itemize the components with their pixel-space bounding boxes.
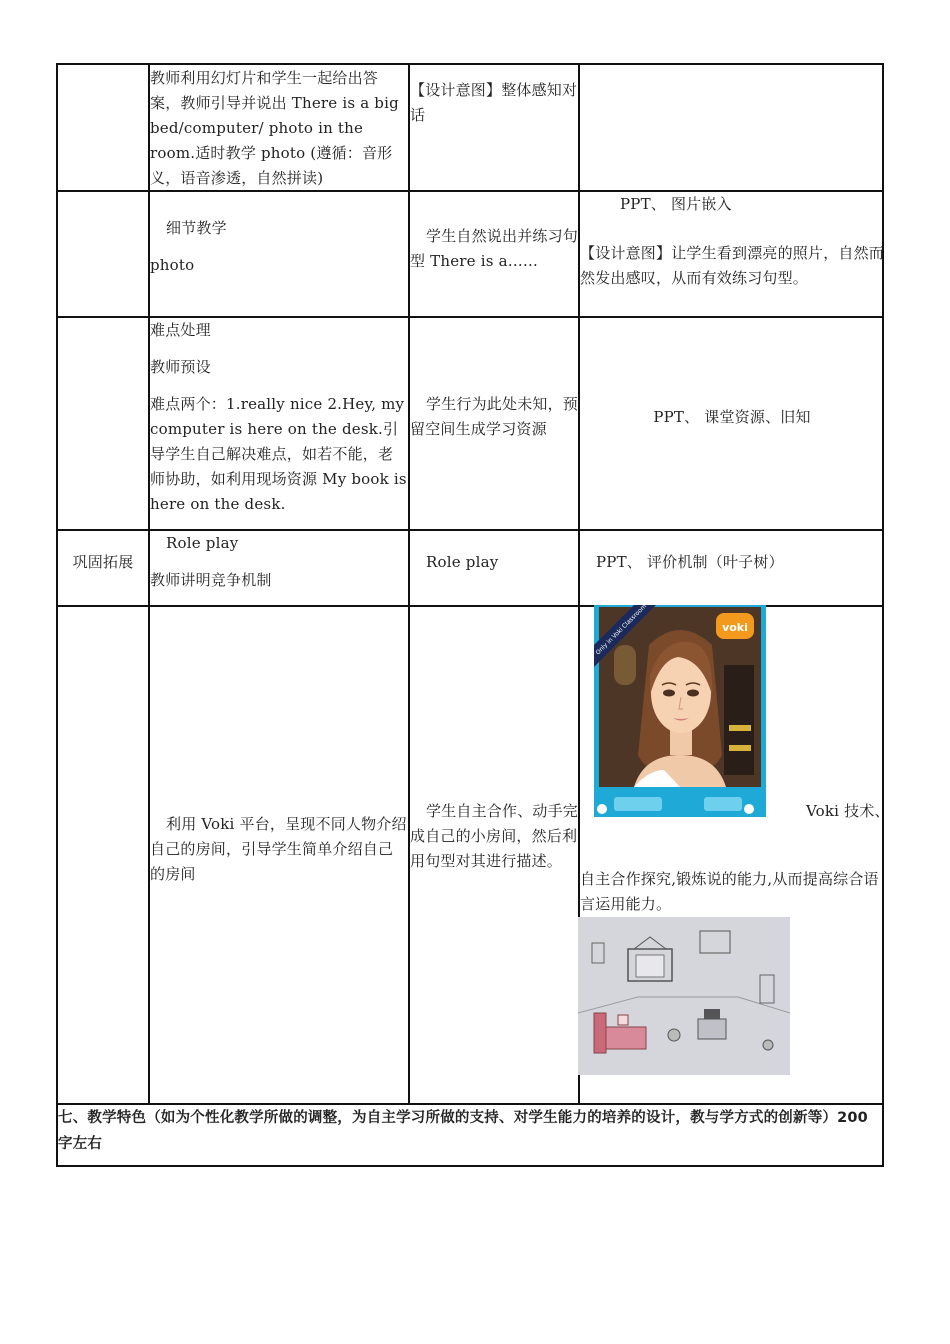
row5-resources-text: 自主合作探究,锻炼说的能力,从而提高综合语言运用能力。 [580,870,879,913]
voki-avatar-image [594,605,766,817]
lesson-plan-table [56,63,890,1167]
row4-stage-label: 巩固拓展 [72,553,134,571]
teaching-features-heading: 七、教学特色（如为个性化教学所做的调整，为自主学习所做的支持、对学生能力的培养的设计，教与学方式的创新等）200 字左右 [58,1110,868,1152]
row5-student-activity: 学生自主合作、动手完成自己的小房间，然后利用句型对其进行描述。 [410,802,579,870]
grid-line [408,65,410,1105]
row1-teacher-activity: 教师利用幻灯片和学生一起给出答案，教师引导并说出 There is a big bed/computer/ photo in the room.适时教学 photo (遵循：音形义，语音渗透，自然拼读) [150,69,399,187]
row3-teacher-activity: 难点处理 教师预设 难点两个：1.really nice 2.Hey, my computer is here on the desk.引导学生自己解决难点，如若不能，老师协助，如利用现场资源 My book is here on the desk. [150,321,407,513]
student-room-drawing-image [578,917,790,1075]
row5-teacher-activity: 利用 Voki 平台，呈现不同人物介绍自己的房间，引导学生简单介绍自己的房间 [150,815,407,883]
row4-teacher-activity: Role play 教师讲明竞争机制 [150,534,272,589]
row1-student-activity: 【设计意图】整体感知对话 [410,81,578,124]
row2-resources: PPT、 图片嵌入 【设计意图】让学生看到漂亮的照片，自然而然发出感叹，从而有效练习句型。 [580,195,885,287]
svg-text:voki: voki [722,621,748,634]
row3-resources: PPT、 课堂资源、旧知 [653,408,811,426]
row3-student-activity: 学生行为此处未知，预留空间生成学习资源 [410,395,579,438]
row2-student-activity: 学生自然说出并练习句型 There is a…… [410,227,579,270]
svg-text:Only in Voki Classroom & Voki: Only in Voki Classroom [594,605,648,657]
row4-student-activity: Role play [426,553,499,571]
row4-resources: PPT、 评价机制（叶子树） [596,553,784,571]
row5-resources-caption: Voki 技术、 [806,802,890,820]
row2-teacher-activity: 细节教学 photo [150,219,227,274]
